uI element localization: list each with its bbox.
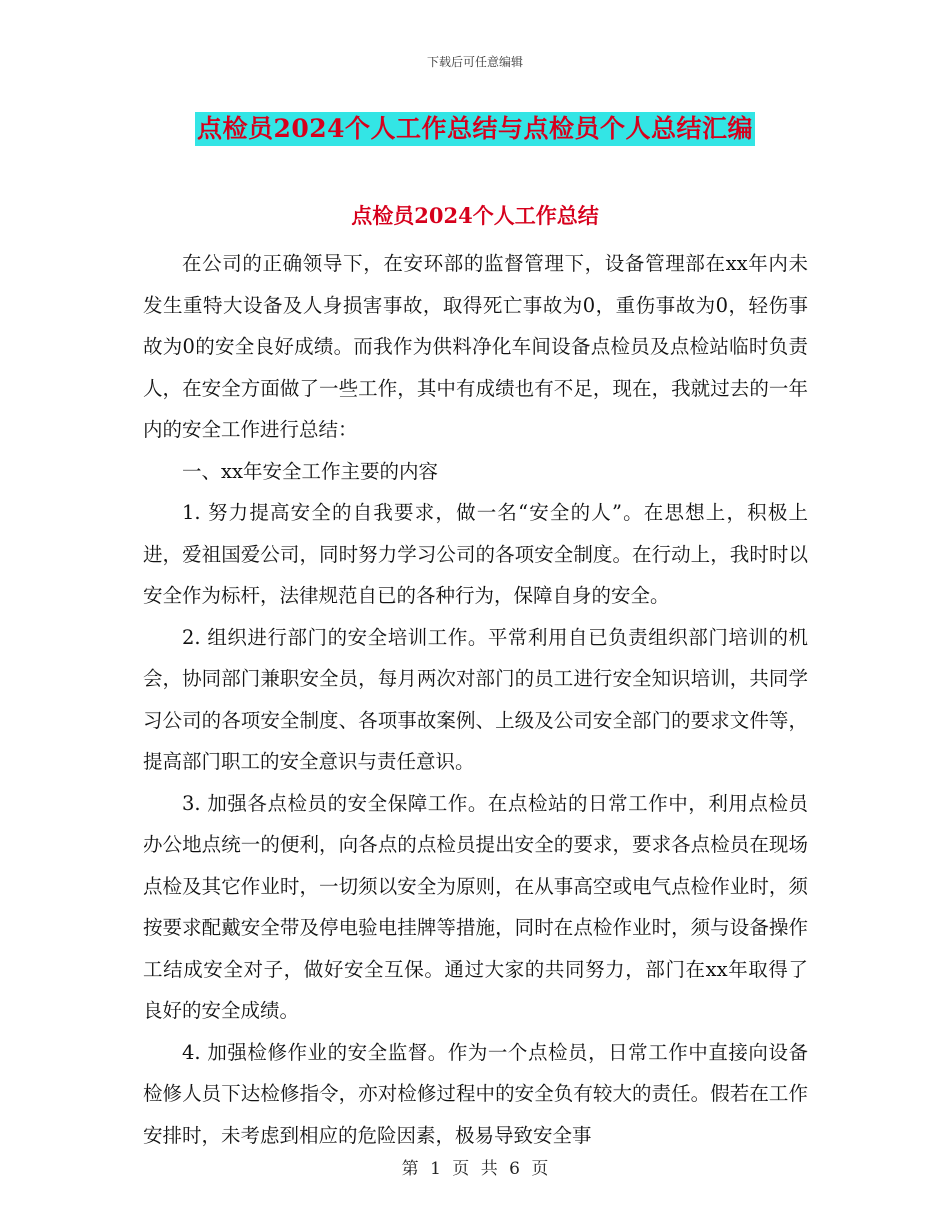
paragraph: 3. 加强各点检员的安全保障工作。在点检站的日常工作中，利用点检员办公地点统一的便利，向各点的点检员提出安全的要求，要求各点检员在现场点检及其它作业时，一切须以安全为原则，在从事高空或电气点检作业时，须按要求配戴安全带及停电验电挂牌等措施，同时在点检作业时，须与设备操作工结成安全对子，做好安全互保。通过大家的共同努力，部门在xx年取得了良好的安全成绩。 [143,791,808,1022]
main-title-wrap [0,112,950,146]
paragraph: 1. 努力提高安全的自我要求，做一名“安全的人”。在思想上，积极上进，爱祖国爱公司，同时努力学习公司的各项安全制度。在行动上，我时时以安全作为标杆，法律规范自已的各种行为，保障自身的安全。 [143,501,808,607]
body-text [143,243,808,1156]
paragraph: 2. 组织进行部门的安全培训工作。平常利用自已负责组织部门培训的机会，协同部门兼职安全员，每月两次对部门的员工进行安全知识培训，共同学习公司的各项安全制度、各项事故案例、上级及公司安全部门的要求文件等，提高部门职工的安全意识与责任意识。 [143,625,808,773]
page-footer: 第 1 页 共 6 页 [401,1159,549,1179]
section-heading: 一、xx年安全工作主要的内容 [182,459,438,483]
main-title: 点检员2024个人工作总结与点检员个人总结汇编 [195,112,755,146]
header-note: 下载后可任意编辑 [426,55,523,69]
sub-title: 点检员2024个人工作总结 [351,203,599,228]
paragraph: 4. 加强检修作业的安全监督。作为一个点检员，日常工作中直接向设备检修人员下达检修指令，亦对检修过程中的安全负有较大的责任。假若在工作安排时，未考虑到相应的危险因素，极易导致安全事 [143,1040,808,1147]
paragraph: 在公司的正确领导下，在安环部的监督管理下，设备管理部在xx年内未发生重特大设备及人身损害事故，取得死亡事故为0，重伤事故为0，轻伤事故为0的安全良好成绩。而我作为供料净化车间设备点检员及点检站临时负责人，在安全方面做了一些工作，其中有成绩也有不足，现在，我就过去的一年内的安全工作进行总结： [143,252,808,441]
